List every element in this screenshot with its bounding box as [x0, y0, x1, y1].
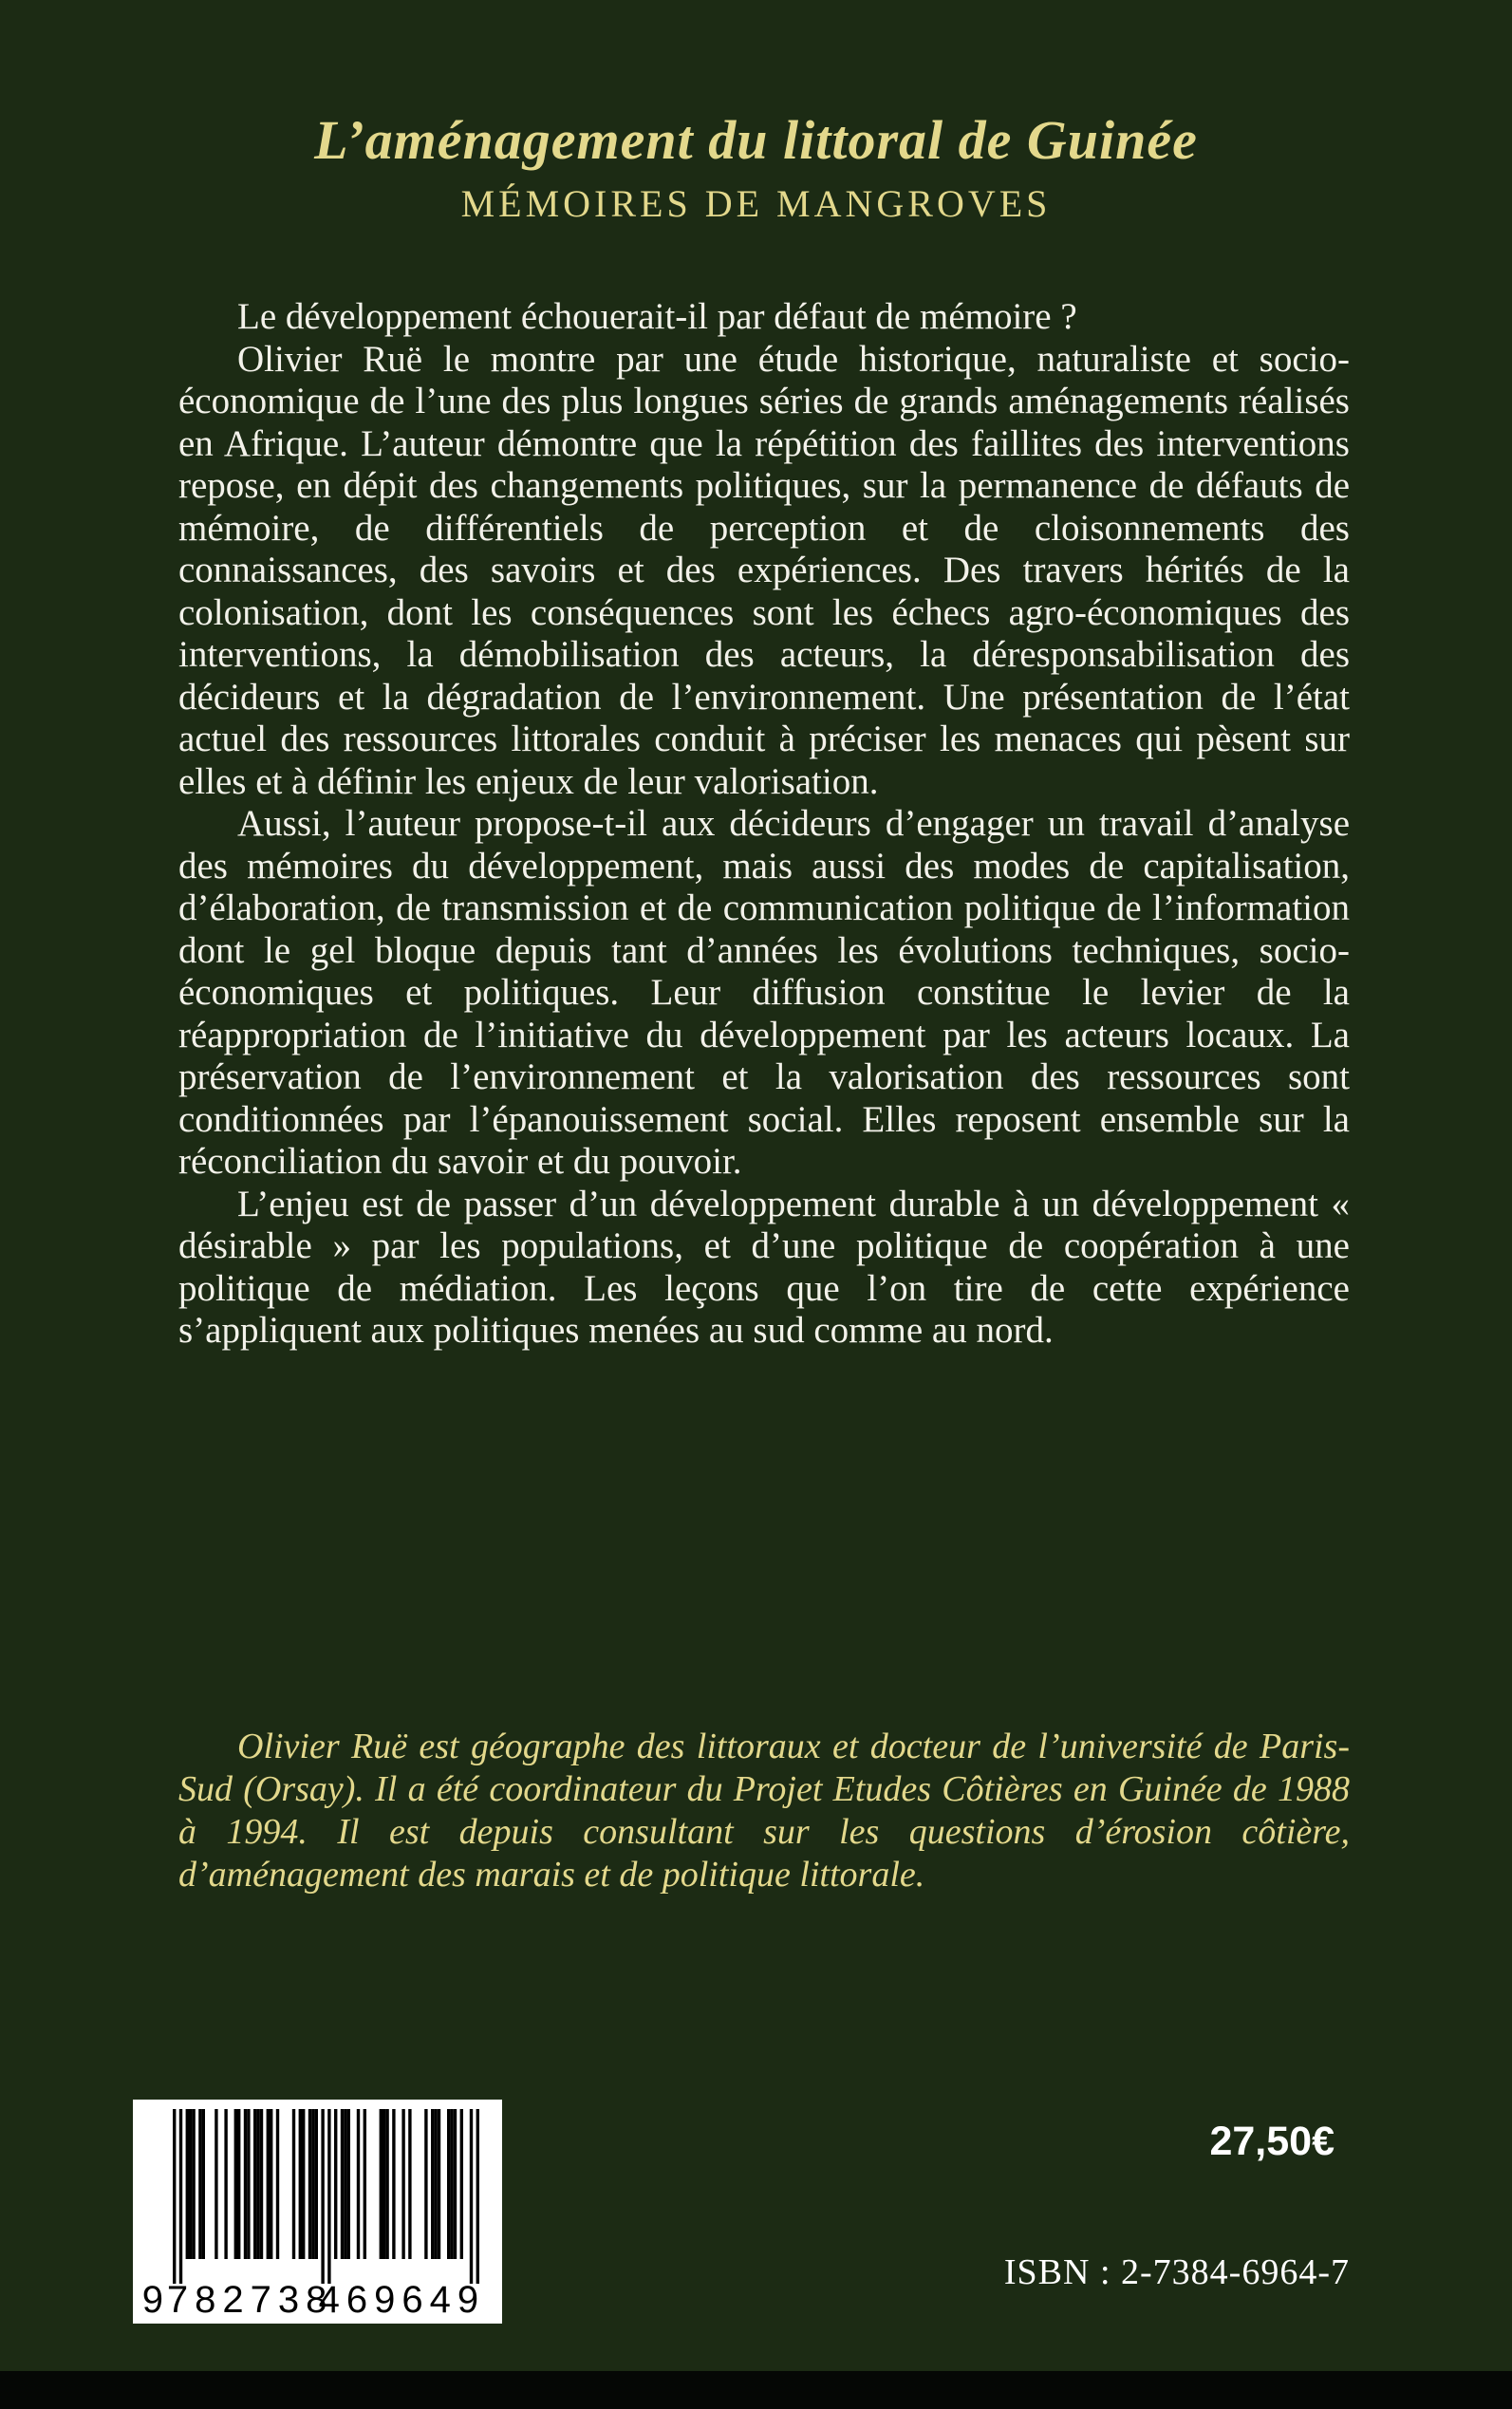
- synopsis-paragraph-2: Olivier Ruë le montre par une étude historique, naturaliste et socio-économique de l’une des plus longues séries de grands aménagements réalisés en Afrique. L’auteur démontre que la répétition des faillites des interventions repose, en dépit des changements politiques, sur la permanence de défauts de mémoire, de différentiels de perception et de cloisonnements des connaissances, des savoirs et des expériences. Des travers hérités de la colonisation, dont les conséquences sont les échecs agro-économiques des interventions, la démobilisation des acteurs, la déresponsabilisation des décideurs et la dégradation de l’environnement. Une présentation de l’état actuel des ressources littorales conduit à préciser les menaces qui pèsent sur elles et à définir les enjeux de leur valorisation.: [178, 338, 1350, 802]
- svg-text:782738: 782738: [166, 2279, 334, 2321]
- svg-text:9: 9: [141, 2279, 163, 2321]
- ean-barcode-bars: [133, 2100, 502, 2324]
- svg-text:469649: 469649: [318, 2279, 486, 2321]
- synopsis-paragraph-4: L’enjeu est de passer d’un développement durable à un développement « désirable » par les populations, et d’une politique de coopération à une politique de médiation. Les leçons que l’on tire de cette expérience s’appliquent aux politiques menées au sud comme au nord.: [178, 1183, 1350, 1351]
- book-title: L’aménagement du littoral de Guinée: [314, 109, 1198, 171]
- book-subtitle: MÉMOIRES DE MANGROVES: [460, 182, 1052, 225]
- isbn-label: ISBN : 2-7384-6964-7: [1003, 2252, 1350, 2292]
- synopsis-paragraph-3: Aussi, l’auteur propose-t-il aux décideurs d’engager un travail d’analyse des mémoires du développement, mais aussi des modes de capitalisation, d’élaboration, de transmission et de communication politique de l’information dont le gel bloque depuis tant d’années les évolutions techniques, socio-économiques et politiques. Leur diffusion constitue le levier de la réappropriation de l’initiative du développement par les acteurs locaux. La préservation de l’environnement et la valorisation des ressources sont conditionnées par l’épanouissement social. Elles reposent ensemble sur la réconciliation du savoir et du pouvoir.: [178, 803, 1350, 1182]
- page-bottom-edge: [0, 2371, 1512, 2409]
- author-bio: Olivier Ruë est géographe des littoraux et docteur de l’université de Paris-Sud (Orsay). Il a été coordinateur du Projet Etudes Côtières en Guinée de 1988 à 1994. Il est depuis consultant sur les questions d’érosion côtière, d’aménagement des marais et de politique littorale.: [178, 1727, 1350, 1895]
- title-block: [0, 110, 1512, 226]
- synopsis-text: [178, 296, 1350, 1353]
- price-label: 27,50€: [1209, 2119, 1335, 2164]
- barcode: [133, 2100, 502, 2324]
- synopsis-paragraph-1: Le développement échouerait-il par défaut de mémoire ?: [237, 296, 1077, 337]
